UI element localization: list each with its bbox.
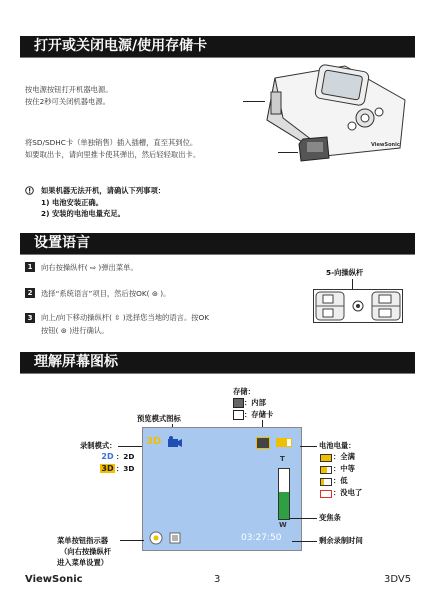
rec-mode-title: 录制模式： [80,441,117,450]
battery-callout-line [300,446,317,447]
card-insert-text: 将SD/SDHC卡（单独销售）插入插槽，直至其到位。 [25,138,198,147]
card-storage-icon [233,410,244,420]
footer-brand: ViewSonic [25,574,83,585]
zoom-bar [278,468,290,520]
icon-2d: 2D [101,452,114,461]
power-on-text: 按电源按钮打开机器电源。 [25,85,113,94]
section-title-language: 设置语言 [34,235,90,251]
internal-memory-icon [233,398,244,408]
section-header-language [20,233,415,255]
battery-mid-icon [320,466,332,474]
battery-low-icon [320,478,332,486]
note-title: 如果机器无法开机，请确认下列事项： [41,186,166,195]
remaining-time-label: 剩余录制时间 [319,536,363,545]
menu-list-icon [169,532,181,544]
camcorder-illustration [255,60,415,160]
step-3-text-b: 按钮( ⊛ )进行确认。 [41,326,109,335]
section-title-power: 打开或关闭电源/使用存储卡 [34,38,208,54]
icon-3d: 3D [101,464,114,473]
menu-indicator-label-1: 菜单按钮指示器 [57,536,109,545]
joystick-callout-line [352,279,353,289]
rec-2d-label: ：2D [116,452,135,461]
device-brand-mark: ViewSonic [371,142,400,148]
battery-empty-icon [320,490,332,498]
storage-status-icon [256,437,270,449]
step-2-text: 选择“系统语言”项目，然后按OK( ⊛ )。 [41,289,171,298]
battery-full-label: ：全满 [333,452,355,461]
note-item-2: 2) 安装的电池电量充足。 [41,209,125,218]
section-header-power [20,36,415,58]
joystick-illustration [313,289,403,323]
menu-indicator-label-2: （向右按操纵杆 [60,547,112,556]
zoom-callout-line [290,518,317,519]
zoom-bar-label: 变焦条 [319,513,341,522]
battery-status-icon [276,438,292,447]
remaining-callout-line [292,541,317,542]
joystick-label: 5-向操纵杆 [326,268,364,277]
zoom-tele-label: T [280,455,285,463]
zoom-wide-label: W [279,521,287,529]
video-mode-icon [167,436,183,448]
battery-empty-label: ：没电了 [333,488,363,497]
rec-mode-callout-line [118,446,142,447]
storage-card-label: ：存储卡 [244,410,274,419]
screen-mode-indicator: 3D [146,436,162,447]
menu-callout-line [120,540,144,541]
zoom-bar-fill [279,492,289,520]
menu-button-icon [149,531,163,545]
step-number-1: 1 [25,262,35,272]
footer-model: 3DV5 [384,574,412,585]
step-number-2: 2 [25,288,35,298]
step-3-text-a: 向上/向下移动操纵杆( ⇳ )选择您当地的语言。按OK [41,313,210,322]
memory-card-icon [297,136,331,162]
menu-indicator-label-3: 进入菜单设置） [57,558,109,567]
power-off-text: 按住2秒可关闭机器电源。 [25,97,110,106]
battery-full-icon [320,454,332,462]
battery-low-label: ：低 [333,476,348,485]
section-header-icons [20,352,415,374]
step-1-text: 向右按操纵杆( ⇨ )弹出菜单。 [41,263,138,272]
rec-3d-label: ：3D [116,464,135,473]
preview-mode-label: 预览模式图标 [137,414,181,423]
card-remove-text: 如要取出卡，请向里推卡使其弹出，然后轻轻取出卡。 [25,150,201,159]
section-title-icons: 理解屏幕图标 [34,354,118,370]
step-number-3: 3 [25,313,35,323]
note-item-1: 1) 电池安装正确。 [41,198,104,207]
info-icon [25,186,34,195]
battery-title: 电池电量： [319,441,356,450]
storage-internal-label: ：内部 [244,398,266,407]
remaining-time-readout: 03:27:50 [241,533,282,543]
battery-mid-label: ：中等 [333,464,355,473]
storage-title: 存储： [233,387,255,396]
footer-page-number: 3 [214,574,221,585]
